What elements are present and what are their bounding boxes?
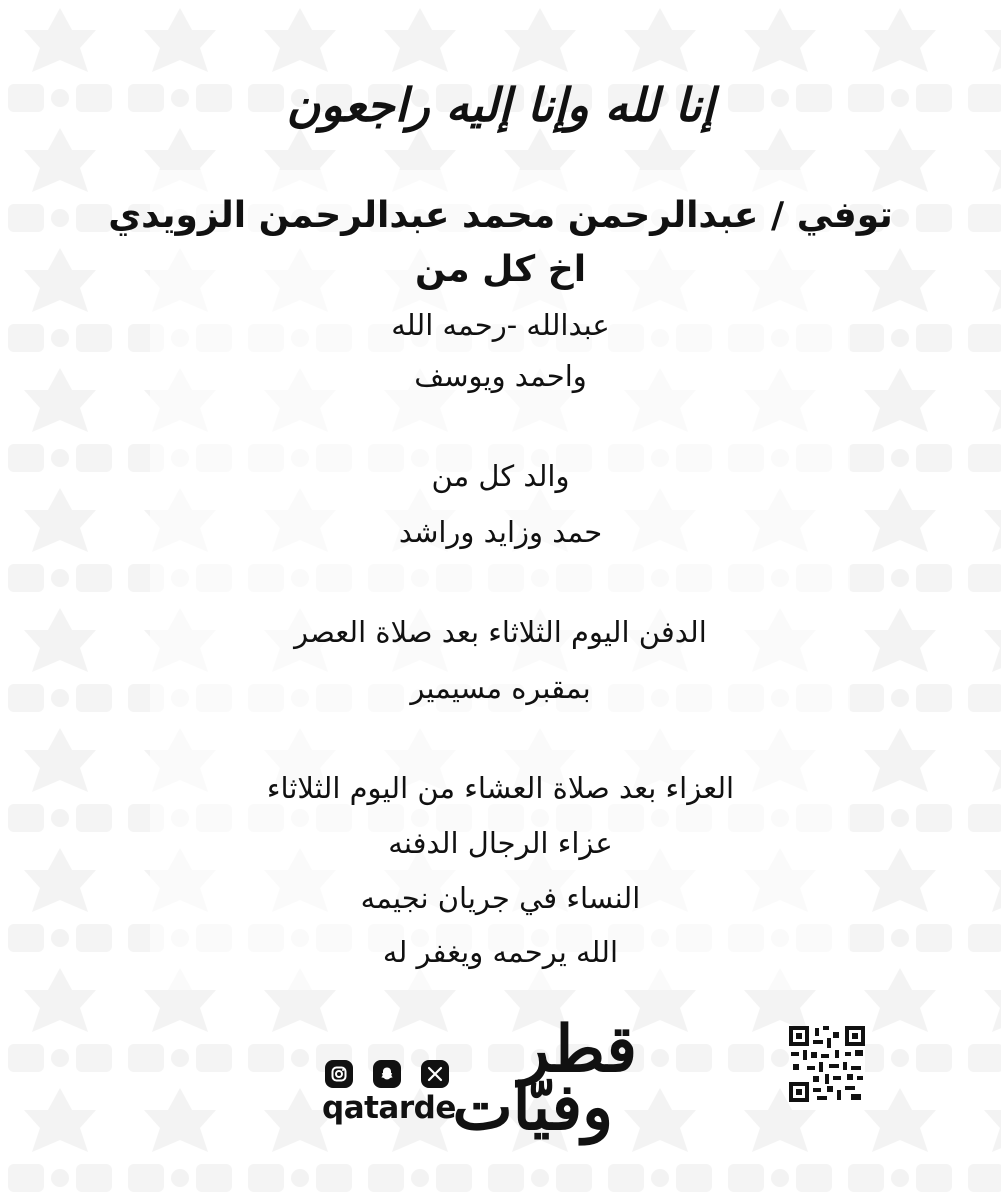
notice-line: عزاء الرجال الدفنه bbox=[388, 826, 613, 860]
notice-line: عبدالله -رحمه الله bbox=[391, 308, 610, 342]
notice-line: والد كل من bbox=[431, 459, 570, 493]
siblings-heading: اخ كل من bbox=[414, 249, 587, 290]
brand-logo-top: قطر bbox=[518, 1012, 637, 1087]
notice-line: الدفن اليوم الثلاثاء بعد صلاة العصر bbox=[294, 615, 707, 649]
notice-line: واحمد ويوسف bbox=[414, 359, 587, 393]
notice-line: النساء في جريان نجيمه bbox=[360, 881, 641, 915]
brand-logo-bottom: وفيّات bbox=[452, 1070, 613, 1145]
deceased-title: توفي / عبدالرحمن محمد عبدالرحمن الزويدي bbox=[108, 195, 893, 236]
notice-line: بمقبره مسيمير bbox=[410, 671, 591, 705]
notice-line: الله يرحمه ويغفر له bbox=[382, 935, 619, 969]
notice-line: حمد وزايد وراشد bbox=[398, 515, 603, 549]
notice-line: العزاء بعد صلاة العشاء من اليوم الثلاثاء bbox=[266, 771, 735, 805]
social-handle[interactable]: qatarde bbox=[322, 1090, 456, 1126]
header-calligraphy: إنا لله وإنا إليه راجعون bbox=[286, 78, 715, 132]
